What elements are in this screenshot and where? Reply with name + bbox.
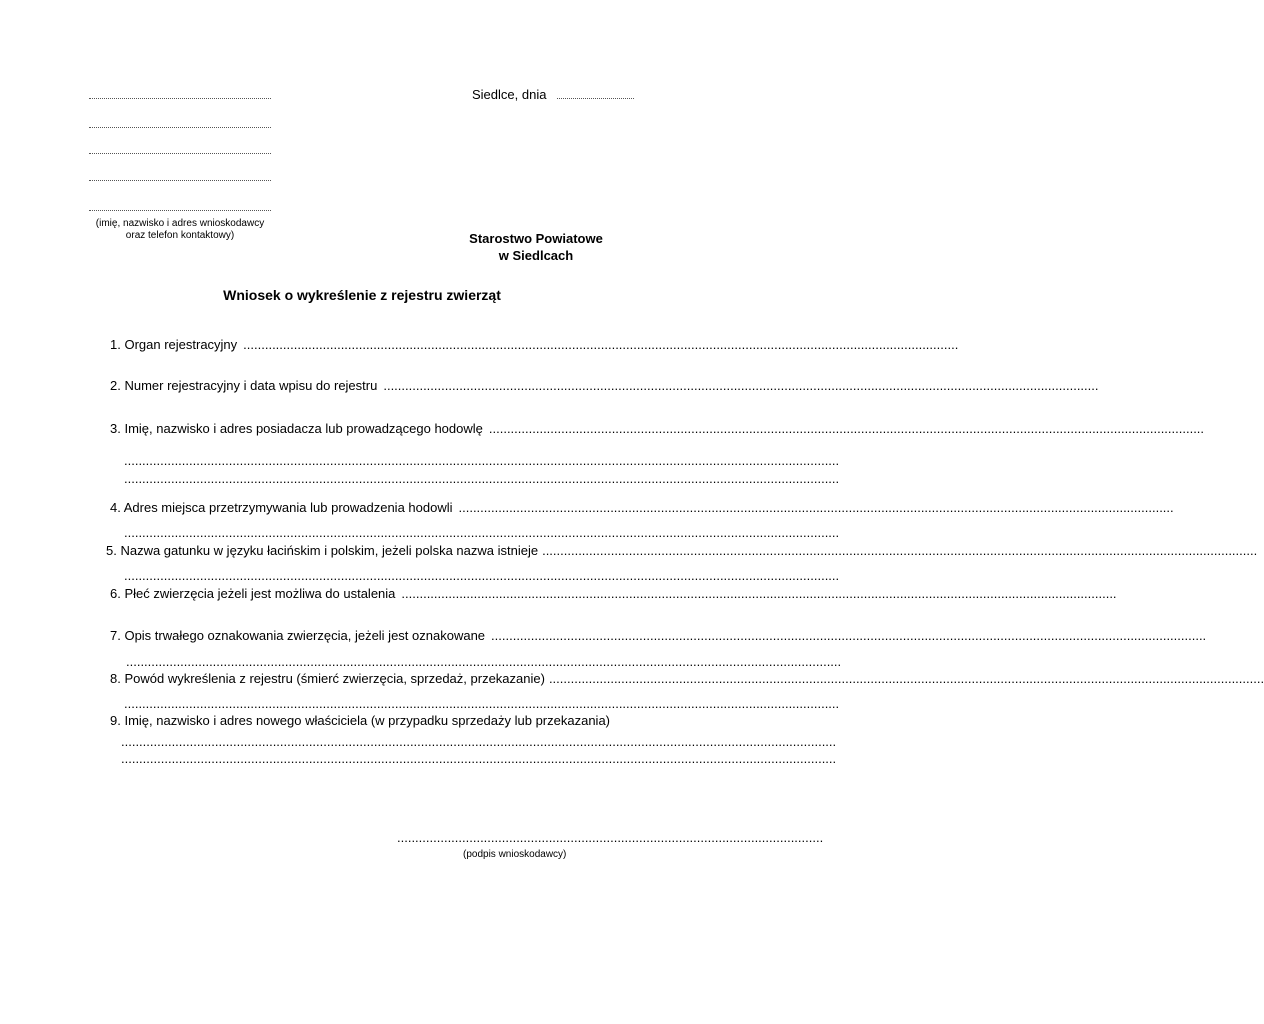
document-title: Wniosek o wykreślenie z rejestru zwierząt xyxy=(223,287,501,303)
field-7-row xyxy=(110,628,1207,643)
field-6-label: 6. Płeć zwierzęcia jeżeli jest możliwa do ustalenia xyxy=(110,586,396,601)
date-input-line[interactable] xyxy=(557,98,634,99)
field-4-extra-line[interactable]: ...................................................................................................................................................................................................... xyxy=(124,525,840,540)
field-8-row xyxy=(110,671,1264,686)
field-9-extra-line-1[interactable]: ...................................................................................................................................................................................................... xyxy=(121,734,837,749)
signature-caption: (podpis wnioskodawcy) xyxy=(463,849,567,860)
field-8-label: 8. Powód wykreślenia z rejestru (śmierć zwierzęcia, sprzedaż, przekazanie) xyxy=(110,671,545,686)
applicant-line-2[interactable] xyxy=(89,127,271,128)
field-9-extra-line-2[interactable]: ...................................................................................................................................................................................................... xyxy=(121,751,837,766)
field-6-input[interactable]: ...................................................................................................................................................................................................... xyxy=(401,586,1117,601)
field-8-input[interactable]: ...................................................................................................................................................................................................... xyxy=(548,671,1264,686)
applicant-line-3[interactable] xyxy=(89,153,271,154)
applicant-caption-line2: oraz telefon kontaktowy) xyxy=(125,230,235,241)
field-3-input[interactable]: ...................................................................................................................................................................................................... xyxy=(488,421,1205,436)
field-3-row xyxy=(110,421,1205,436)
field-3-label: 3. Imię, nazwisko i adres posiadacza lub prowadzącego hodowlę xyxy=(110,421,483,436)
field-2-row xyxy=(110,378,1099,393)
field-5-input[interactable]: ...................................................................................................................................................................................................... xyxy=(542,543,1258,558)
field-5-label: 5. Nazwa gatunku w języku łacińskim i polskim, jeżeli polska nazwa istnieje xyxy=(106,543,539,558)
applicant-line-5[interactable] xyxy=(89,210,271,211)
field-6-row xyxy=(110,586,1117,601)
field-2-input[interactable]: ...................................................................................................................................................................................................... xyxy=(383,378,1099,393)
field-1-label: 1. Organ rejestracyjny xyxy=(110,337,238,352)
field-5-row xyxy=(106,543,1258,558)
field-4-input[interactable]: ...................................................................................................................................................................................................... xyxy=(458,500,1174,515)
recipient-line1: Starostwo Powiatowe xyxy=(469,231,603,246)
applicant-caption-line1: (imię, nazwisko i adres wnioskodawcy xyxy=(95,218,265,229)
field-3-extra-line-2[interactable]: ...................................................................................................................................................................................................... xyxy=(124,471,840,486)
field-7-input[interactable]: ...................................................................................................................................................................................................... xyxy=(491,628,1207,643)
field-8-extra-line[interactable]: ...................................................................................................................................................................................................... xyxy=(124,696,840,711)
field-7-extra-line[interactable]: ...................................................................................................................................................................................................... xyxy=(126,654,842,669)
applicant-line-4[interactable] xyxy=(89,180,271,181)
city-date-label: Siedlce, dnia xyxy=(472,87,547,102)
recipient-block xyxy=(446,231,626,265)
field-9-label: 9. Imię, nazwisko i adres nowego właściciela (w przypadku sprzedaży lub przekazania) xyxy=(110,713,611,728)
field-4-row xyxy=(110,500,1174,515)
applicant-line-1[interactable] xyxy=(89,98,271,99)
field-2-label: 2. Numer rejestracyjny i data wpisu do rejestru xyxy=(110,378,378,393)
field-4-label: 4. Adres miejsca przetrzymywania lub prowadzenia hodowli xyxy=(110,500,453,515)
field-1-row xyxy=(110,337,959,352)
applicant-caption xyxy=(86,218,274,242)
field-3-extra-line-1[interactable]: ...................................................................................................................................................................................................... xyxy=(124,453,840,468)
recipient-line2: w Siedlcach xyxy=(498,248,574,263)
field-1-input[interactable]: ...................................................................................................................................................................................................... xyxy=(243,337,959,352)
signature-line[interactable]: ...................................................................................................................... xyxy=(397,830,824,845)
field-7-label: 7. Opis trwałego oznakowania zwierzęcia, jeżeli jest oznakowane xyxy=(110,628,486,643)
field-5-extra-line[interactable]: ...................................................................................................................................................................................................... xyxy=(124,568,840,583)
